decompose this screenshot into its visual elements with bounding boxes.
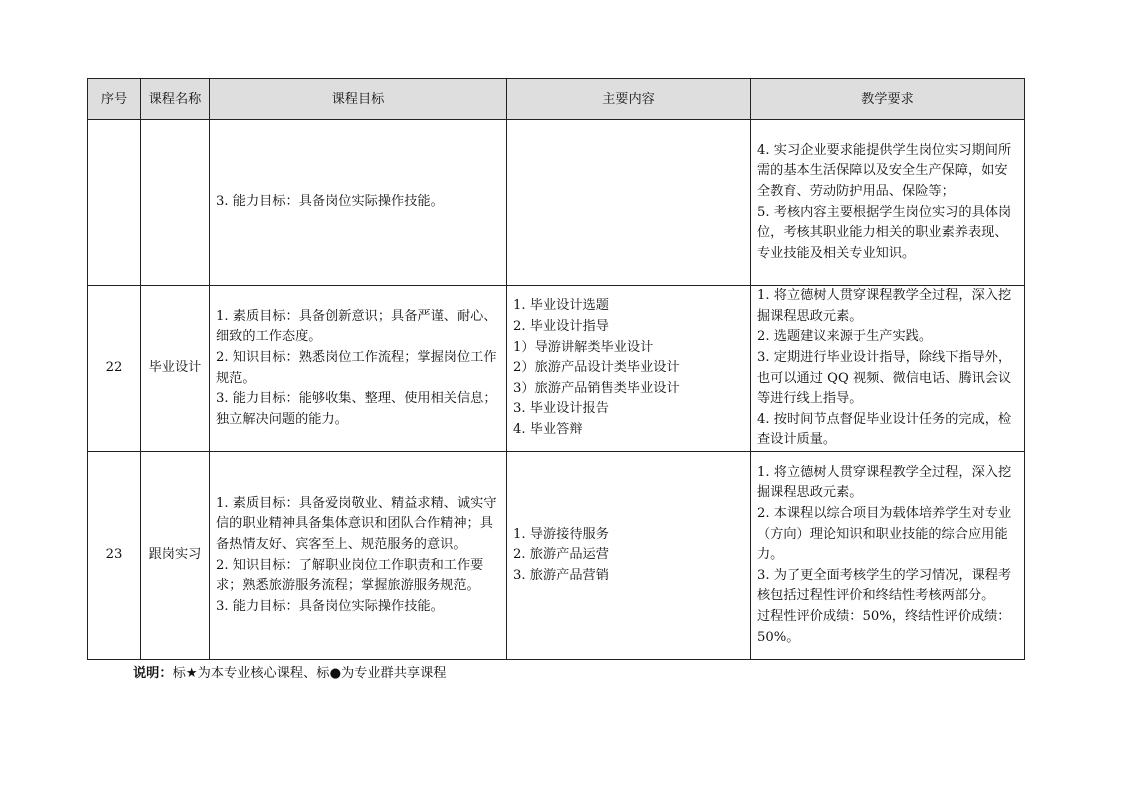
teaching-requirement [751,452,1025,660]
content-line: 1. 毕业设计选题 [513,298,609,314]
goal-line: 2. 知识目标：熟悉岗位工作流程；掌握岗位工作规范。 [216,349,497,386]
requirement-line: 3. 定期进行毕业设计指导，除线下指导外，也可以通过 QQ 视频、微信电话、腾讯会议等进行线上指导。 [757,349,1012,407]
row-number: 22 [88,286,141,452]
content-line: 2）旅游产品设计类毕业设计 [513,360,680,376]
course-goal [210,120,507,286]
main-content [507,120,751,286]
course-name: 跟岗实习 [141,452,210,660]
content-line: 4. 毕业答辩 [513,421,583,437]
note-label: 说明： [133,666,173,681]
teaching-requirement [751,120,1025,286]
row-number [88,120,141,286]
requirement-line: 5. 考核内容主要根据学生岗位实习的具体岗位，考核其职业能力相关的职业素养表现、专业技能及相关专业知识。 [757,204,1012,261]
table-row [88,452,1025,660]
content-line: 1）导游讲解类毕业设计 [513,339,654,355]
goal-line: 3. 能力目标：具备岗位实际操作技能。 [216,194,444,210]
course-name: 毕业设计 [141,286,210,452]
goal-line: 3. 能力目标：具备岗位实际操作技能。 [216,598,444,614]
note-text: 标★为本专业核心课程、标●为专业群共享课程 [172,666,447,681]
header-content: 主要内容 [507,79,751,120]
course-table [87,78,1025,660]
requirement-line: 2. 选题建议来源于生产实践。 [757,329,933,345]
table-row [88,286,1025,452]
content-line: 1. 导游接待服务 [513,526,609,542]
goal-line: 3. 能力目标：能够收集、整理、使用相关信息；独立解决问题的能力。 [216,391,497,427]
header-requirement: 教学要求 [751,79,1025,120]
goal-line: 1. 素质目标：具备创新意识；具备严谨、耐心、细致的工作态度。 [216,308,497,345]
content-line: 2. 旅游产品运营 [513,547,609,563]
requirement-line: 4. 实习企业要求能提供学生岗位实习期间所需的基本生活保障以及安全生产保障，如安全教育、劳动防护用品、保险等； [757,142,1012,199]
goal-line: 2. 知识目标：了解职业岗位工作职责和工作要求；熟悉旅游服务流程；掌握旅游服务规范。 [216,557,484,594]
requirement-line: 过程性评价成绩：50%，终结性评价成绩：50%。 [757,608,1011,645]
course-name [141,120,210,286]
content-line: 3）旅游产品销售类毕业设计 [513,380,680,396]
requirement-line: 1. 将立德树人贯穿课程教学全过程，深入挖掘课程思政元素。 [757,464,1012,501]
table-row [88,120,1025,286]
row-number: 23 [88,452,141,660]
header-no: 序号 [88,79,141,120]
header-name: 课程名称 [141,79,210,120]
content-line: 3. 旅游产品营销 [513,567,609,583]
main-content [507,286,751,452]
course-goal [210,452,507,660]
content-line: 3. 毕业设计报告 [513,401,609,417]
requirement-line: 4. 按时间节点督促毕业设计任务的完成，检查设计质量。 [757,411,1012,448]
goal-line: 1. 素质目标：具备爱岗敬业、精益求精、诚实守信的职业精神具备集体意识和团队合作精神；具备热情友好、宾客至上、规范服务的意识。 [216,495,497,552]
content-line: 2. 毕业设计指导 [513,319,609,335]
requirement-line: 3. 为了更全面考核学生的学习情况，课程考核包括过程性评价和终结性考核两部分。 [757,567,1012,604]
main-content [507,452,751,660]
teaching-requirement [751,286,1025,452]
course-goal [210,286,507,452]
requirement-line: 1. 将立德树人贯穿课程教学全过程，深入挖掘课程思政元素。 [757,288,1012,324]
header-goal: 课程目标 [210,79,507,120]
requirement-line: 2. 本课程以综合项目为载体培养学生对专业（方向）理论知识和职业技能的综合应用能力。 [757,506,1012,563]
header-row [88,79,1025,120]
table-note [133,662,446,681]
